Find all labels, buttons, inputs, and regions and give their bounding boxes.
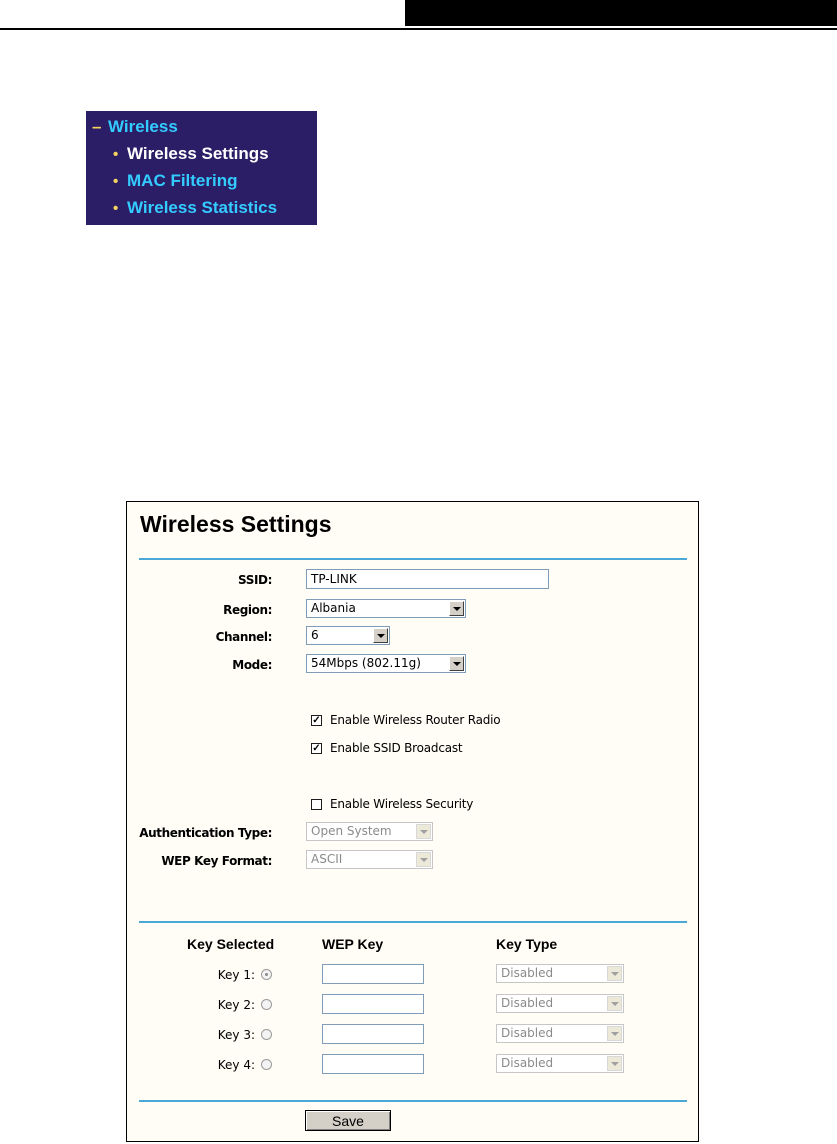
auth-type-label: Authentication Type: (139, 826, 272, 840)
key-selected-header: Key Selected (187, 936, 275, 952)
key-4-type-select[interactable] (496, 1054, 624, 1073)
chevron-down-icon[interactable] (416, 824, 431, 839)
auth-type-select[interactable] (306, 822, 433, 841)
menu-item-mac-filtering[interactable] (86, 169, 317, 196)
key-2-type-value: Disabled (501, 996, 554, 1010)
key-2-label: Key 2: (217, 998, 255, 1012)
ssid-input[interactable]: TP-LINK (306, 569, 549, 589)
key-3-label: Key 3: (217, 1028, 255, 1042)
menu-item-label: Wireless Statistics (127, 198, 278, 217)
key-1-type-select[interactable] (496, 964, 624, 983)
channel-select-value: 6 (311, 628, 319, 642)
region-label: Region: (223, 603, 272, 617)
wep-key-format-select-value: ASCII (311, 852, 343, 866)
key-3-type-select[interactable] (496, 1024, 624, 1043)
key-3-input[interactable] (322, 1024, 424, 1044)
region-select[interactable] (306, 599, 466, 618)
ssid-broadcast-label: Enable SSID Broadcast (330, 741, 463, 755)
region-select-value: Albania (311, 601, 356, 615)
wep-key-format-label: WEP Key Format: (161, 854, 272, 868)
key-1-radio[interactable] (261, 969, 272, 980)
chevron-down-icon[interactable] (607, 1026, 622, 1041)
key-3-radio[interactable] (261, 1029, 272, 1040)
channel-label: Channel: (215, 630, 272, 644)
chevron-down-icon[interactable] (607, 966, 622, 981)
key-2-type-select[interactable] (496, 994, 624, 1013)
enable-radio-label: Enable Wireless Router Radio (330, 713, 501, 727)
bullet-icon: • (113, 173, 119, 190)
menu-header-label: Wireless (108, 117, 178, 136)
key-2-radio[interactable] (261, 999, 272, 1010)
menu-item-wireless-statistics[interactable] (86, 196, 317, 223)
key-4-label: Key 4: (217, 1058, 255, 1072)
chevron-down-icon[interactable] (449, 656, 464, 671)
key-type-header: Key Type (496, 936, 558, 952)
key-3-type-value: Disabled (501, 1026, 554, 1040)
wireless-security-label: Enable Wireless Security (330, 797, 474, 811)
collapse-icon: – (92, 117, 102, 136)
wep-key-header: WEP Key (322, 936, 384, 952)
chevron-down-icon[interactable] (607, 1056, 622, 1071)
wep-key-format-select[interactable] (306, 850, 433, 869)
enable-radio-checkbox[interactable]: ✓ (312, 715, 321, 726)
menu-item-wireless-settings[interactable] (86, 142, 317, 169)
key-1-input[interactable] (322, 964, 424, 984)
divider-middle (139, 921, 687, 923)
page-title: Wireless Settings (140, 511, 332, 537)
key-1-type-value: Disabled (501, 966, 554, 980)
ssid-broadcast-checkbox[interactable]: ✓ (312, 743, 321, 754)
wireless-settings-panel (126, 501, 699, 1142)
ssid-label: SSID: (238, 573, 272, 587)
channel-select[interactable] (306, 626, 390, 645)
menu-item-label: MAC Filtering (127, 171, 238, 190)
divider-bottom (139, 1100, 687, 1102)
mode-select-value: 54Mbps (802.11g) (311, 656, 421, 670)
menu-header-wireless[interactable] (86, 115, 317, 142)
document-header-rule (0, 28, 837, 30)
document-header-bar (405, 0, 837, 26)
mode-label: Mode: (232, 658, 272, 672)
mode-select[interactable] (306, 654, 466, 673)
chevron-down-icon[interactable] (373, 628, 388, 643)
chevron-down-icon[interactable] (607, 996, 622, 1011)
save-button[interactable]: Save (305, 1110, 391, 1131)
auth-type-select-value: Open System (311, 824, 392, 838)
menu-item-label: Wireless Settings (127, 144, 269, 163)
key-4-input[interactable] (322, 1054, 424, 1074)
chevron-down-icon[interactable] (449, 601, 464, 616)
bullet-icon: • (113, 200, 119, 217)
divider-top (139, 558, 687, 560)
key-1-label: Key 1: (217, 968, 255, 982)
key-4-radio[interactable] (261, 1059, 272, 1070)
bullet-icon: • (113, 146, 119, 163)
key-2-input[interactable] (322, 994, 424, 1014)
chevron-down-icon[interactable] (416, 852, 431, 867)
wireless-security-checkbox[interactable] (311, 799, 322, 810)
wireless-menu (86, 111, 317, 225)
key-4-type-value: Disabled (501, 1056, 554, 1070)
